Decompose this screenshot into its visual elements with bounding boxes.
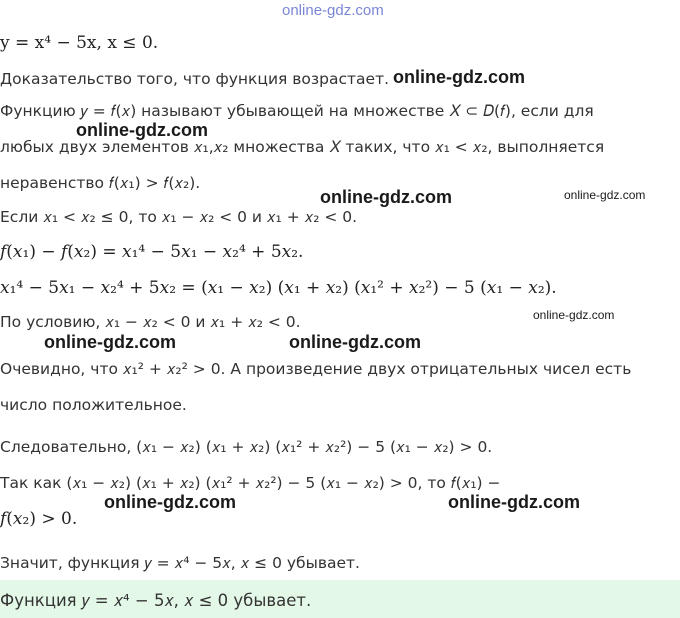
watermark: online-gdz.com: [44, 332, 176, 352]
conclusion-line: Значит, функция 𝑦 = 𝑥⁴ − 5𝑥, 𝑥 ≤ 0 убывает.: [0, 554, 360, 572]
condition-line: Если 𝑥₁ < 𝑥₂ ≤ 0, то 𝑥₁ − 𝑥₂ < 0 и 𝑥₁ + 𝑥₂ < 0.: [0, 208, 358, 226]
proof-heading: Доказательство того, что функция возрастает.: [0, 70, 390, 88]
obvious-line-1: Очевидно, что 𝑥₁² + 𝑥₂² > 0. А произведение двух отрицательных чисел есть: [0, 360, 632, 378]
consequently-line: Следовательно, (𝑥₁ − 𝑥₂) (𝑥₁ + 𝑥₂) (𝑥₁² + 𝑥₂²) − 5 (𝑥₁ − 𝑥₂) > 0.: [0, 438, 493, 456]
since-line-1: Так как (𝑥₁ − 𝑥₂) (𝑥₁ + 𝑥₂) (𝑥₁² + 𝑥₂²) − 5 (𝑥₁ − 𝑥₂) > 0, то 𝑓(𝑥₁) −: [0, 474, 501, 492]
answer-text: Функция 𝑦 = 𝑥⁴ − 5𝑥, 𝑥 ≤ 0 убывает.: [0, 591, 312, 610]
obvious-line-2: число положительное.: [0, 396, 187, 414]
given-condition-line: По условию, 𝑥₁ − 𝑥₂ < 0 и 𝑥₁ + 𝑥₂ < 0.: [0, 313, 301, 331]
watermark: online-gdz.com: [76, 120, 208, 140]
definition-line-2: любых двух элементов 𝑥₁,𝑥₂ множества 𝑋 таких, что 𝑥₁ < 𝑥₂, выполняется: [0, 138, 605, 156]
definition-line-3: неравенство 𝑓(𝑥₁) > 𝑓(𝑥₂).: [0, 174, 201, 192]
watermark: online-gdz.com: [564, 188, 646, 202]
definition-line-1: Функцию 𝑦 = 𝑓(𝑥) называют убывающей на множестве 𝑋 ⊂ 𝐷(𝑓), если для: [0, 102, 594, 120]
since-line-2: 𝑓(𝑥₂) > 0.: [0, 509, 78, 529]
function-definition-line: y = x⁴ − 5x, x ≤ 0.: [0, 33, 159, 53]
watermark: online-gdz.com: [448, 492, 580, 512]
watermark-top: online-gdz.com: [282, 2, 384, 19]
watermark: online-gdz.com: [393, 67, 525, 87]
watermark: online-gdz.com: [320, 187, 452, 207]
watermark: online-gdz.com: [533, 308, 615, 322]
factorization-formula: 𝑥₁⁴ − 5𝑥₁ − 𝑥₂⁴ + 5𝑥₂ = (𝑥₁ − 𝑥₂) (𝑥₁ + 𝑥₂) (𝑥₁² + 𝑥₂²) − 5 (𝑥₁ − 𝑥₂).: [0, 278, 557, 298]
watermark: online-gdz.com: [104, 492, 236, 512]
watermark: online-gdz.com: [289, 332, 421, 352]
difference-formula: 𝑓(𝑥₁) − 𝑓(𝑥₂) = 𝑥₁⁴ − 5𝑥₁ − 𝑥₂⁴ + 5𝑥₂.: [0, 242, 304, 262]
